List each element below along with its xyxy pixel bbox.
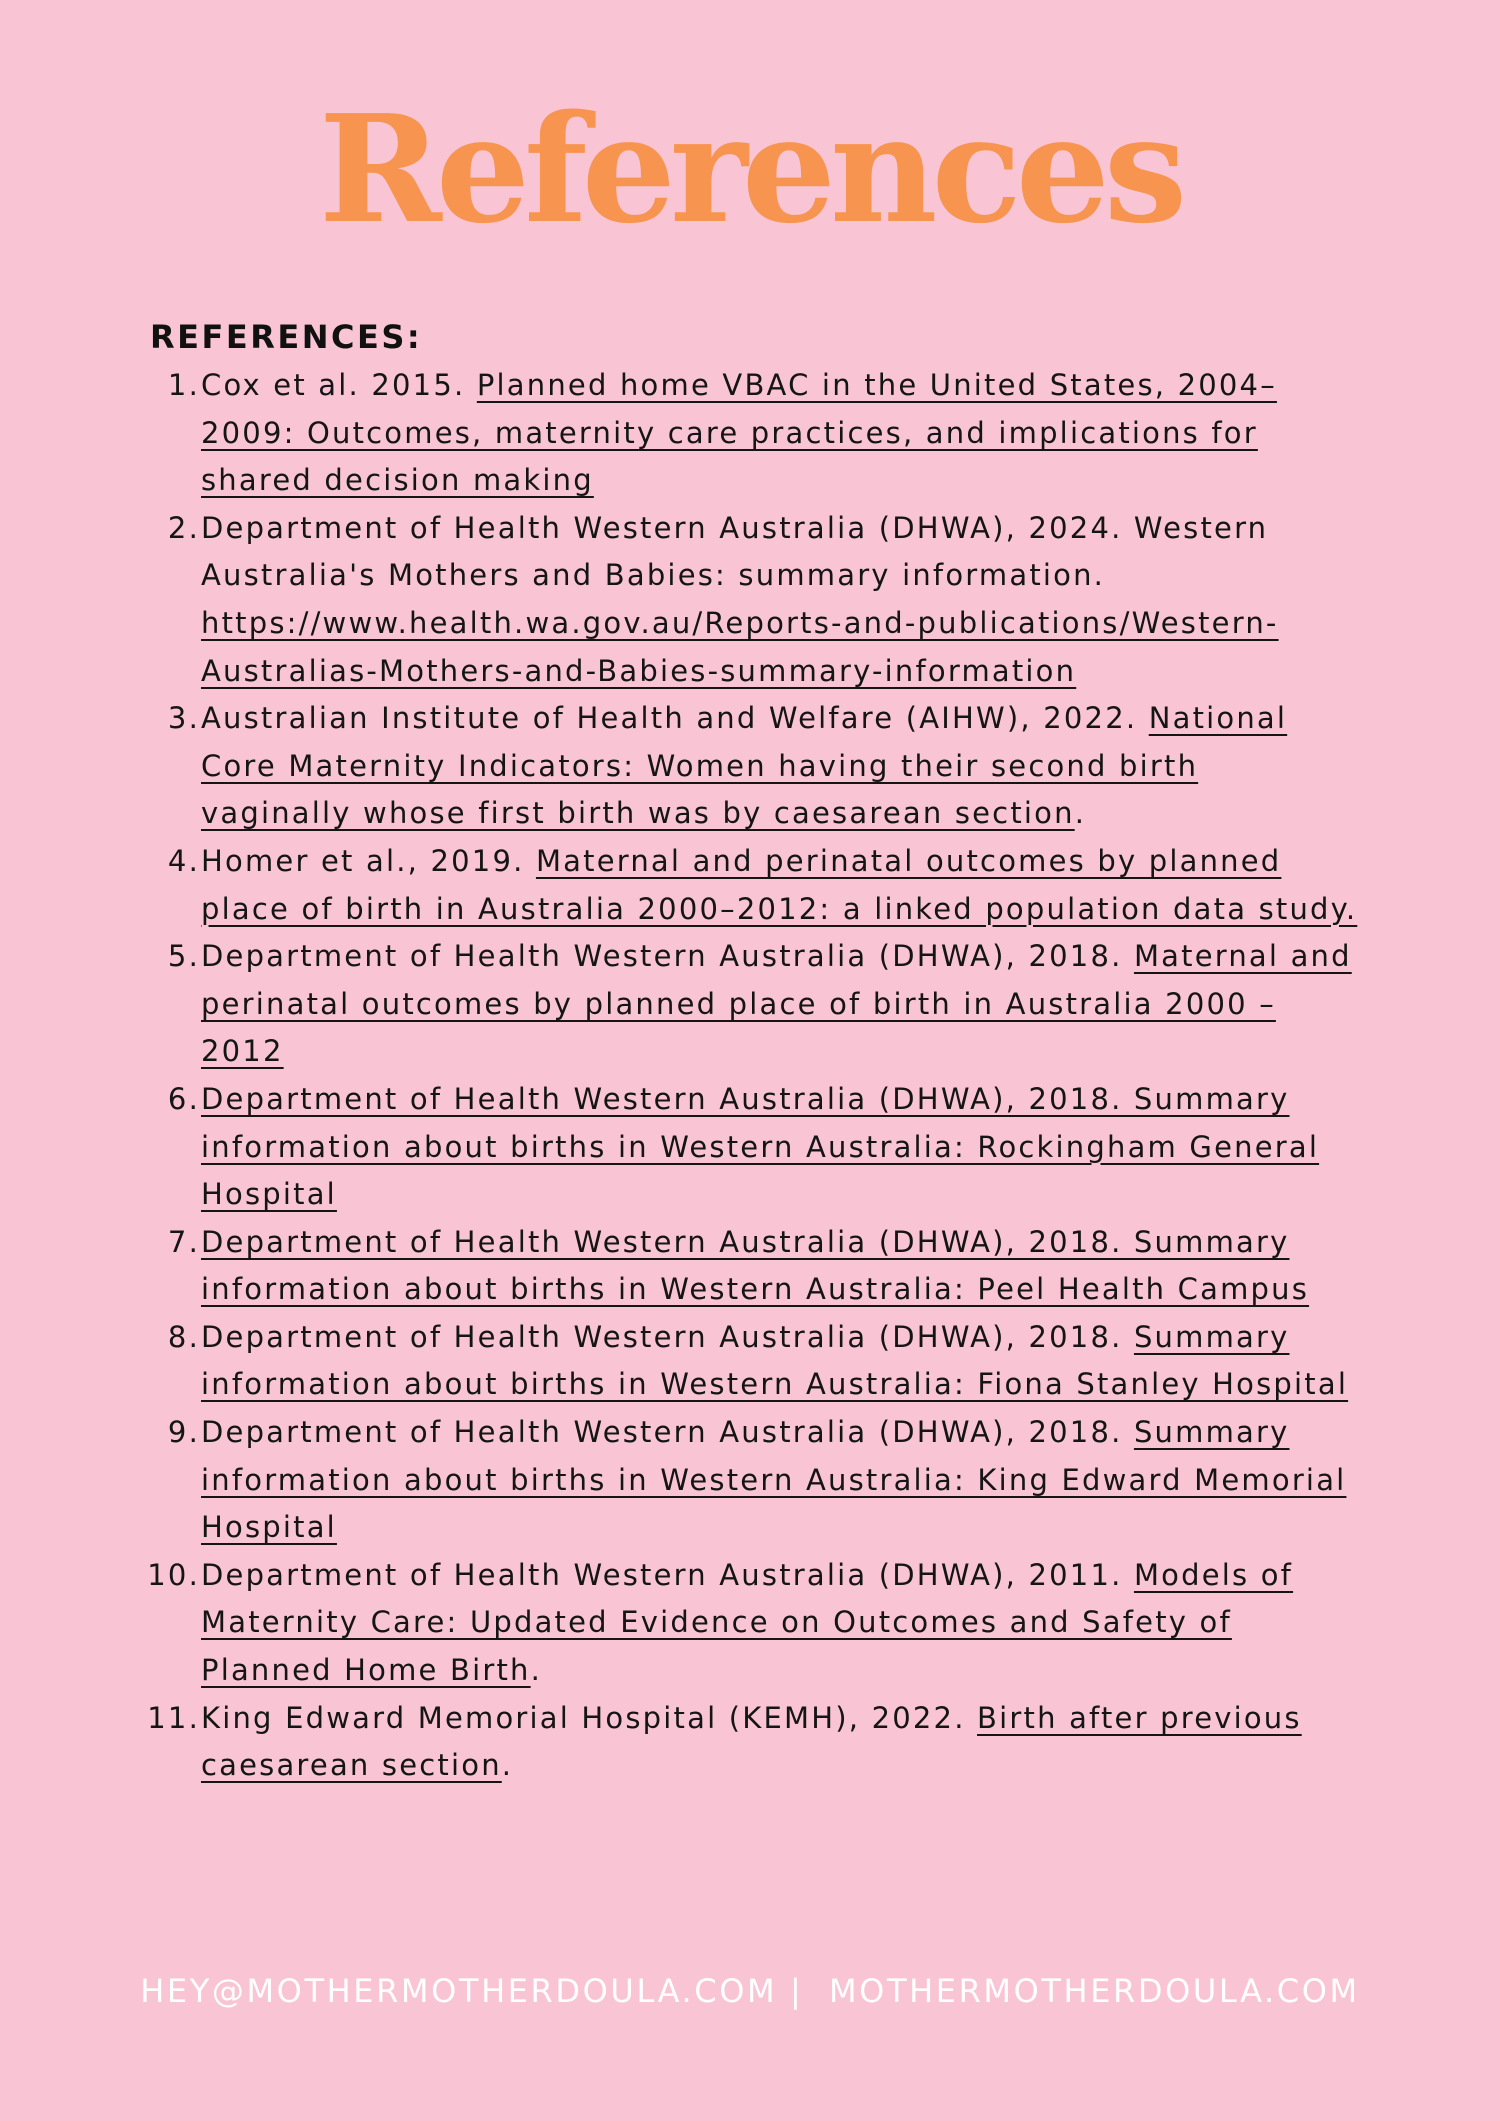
reference-number: 8. — [167, 1319, 200, 1354]
reference-item-3 — [140, 695, 1360, 838]
reference-link[interactable]: https://www.health.wa.gov.au/Reports-and-publications/Western-Australias-Mothers-and-Babies-summary-information — [201, 605, 1279, 688]
reference-number: 4. — [167, 843, 200, 878]
reference-item-9 — [140, 1409, 1360, 1552]
reference-link[interactable]: Models of Maternity Care: Updated Evidence on Outcomes and Safety of Planned Home Birth — [201, 1557, 1294, 1688]
reference-link[interactable]: Summary information about births in Western Australia: Fiona Stanley Hospital — [201, 1319, 1349, 1402]
reference-item-7 — [140, 1219, 1360, 1314]
reference-number: 10. — [147, 1557, 200, 1592]
reference-number: 9. — [167, 1415, 200, 1450]
reference-link[interactable]: Department of Health Western Australia (DHWA), 2018. Summary information about births in Western Australia: Rockingham General Hospital — [201, 1081, 1320, 1212]
reference-text: Department of Health Western Australia (DHWA), 2018. — [201, 1319, 1134, 1354]
reference-suffix: . — [1074, 796, 1087, 831]
reference-text: Homer et al., 2019. — [201, 843, 536, 878]
page-title: References — [318, 82, 1182, 256]
reference-text: Department of Health Western Australia (DHWA), 2024. Western Australia's Mothers and Babies: summary information. — [201, 510, 1269, 593]
reference-link[interactable]: Maternal and perinatal outcomes by planned place of birth in Australia 2000 – 2012 — [201, 939, 1352, 1069]
reference-text: Department of Health Western Australia (DHWA), 2018. — [201, 939, 1134, 974]
reference-link[interactable]: Summary information about births in Western Australia: King Edward Memorial Hospital — [201, 1415, 1347, 1545]
reference-item-4 — [140, 838, 1360, 933]
reference-number: 3. — [167, 701, 200, 736]
reference-item-6 — [140, 1076, 1360, 1219]
reference-item-11 — [140, 1695, 1360, 1790]
reference-text: King Edward Memorial Hospital (KEMH), 2022. — [201, 1700, 978, 1735]
reference-link[interactable]: Department of Health Western Australia (DHWA), 2018. Summary information about births in Western Australia: Peel Health Campus — [201, 1224, 1310, 1307]
references-heading: REFERENCES: — [150, 318, 423, 356]
reference-item-1 — [140, 362, 1360, 505]
reference-link[interactable]: Maternal and perinatal outcomes by planned place of birth in Australia 2000–2012: a linked population data study. — [201, 843, 1358, 926]
reference-number: 5. — [167, 939, 200, 974]
reference-suffix: . — [501, 1748, 514, 1783]
reference-text: Department of Health Western Australia (DHWA), 2018. — [201, 1415, 1134, 1450]
reference-link[interactable]: Birth after previous caesarean section — [201, 1700, 1302, 1783]
footer-email-link[interactable]: HEY@MOTHERMOTHERDOULA.COM — [140, 1972, 778, 2010]
reference-text: Cox et al. 2015. — [201, 368, 477, 402]
reference-number: 7. — [167, 1224, 200, 1259]
reference-number: 1. — [167, 368, 200, 402]
reference-link[interactable]: Planned home VBAC in the United States, 2004–2009: Outcomes, maternity care practices, and implications for shared decision making — [201, 368, 1277, 498]
reference-item-5 — [140, 933, 1360, 1076]
reference-list — [140, 362, 1360, 1790]
reference-item-2 — [140, 505, 1360, 695]
footer-website-link[interactable]: MOTHERMOTHERDOULA.COM — [828, 1972, 1360, 2010]
reference-number: 11. — [147, 1700, 200, 1735]
reference-number: 2. — [167, 510, 200, 545]
footer — [0, 1972, 1500, 2010]
reference-text: Australian Institute of Health and Welfare (AIHW), 2022. — [201, 701, 1149, 736]
footer-separator: | — [777, 1972, 829, 2010]
reference-suffix: . — [530, 1653, 543, 1688]
reference-number: 6. — [167, 1081, 200, 1116]
reference-text: Department of Health Western Australia (DHWA), 2011. — [201, 1557, 1134, 1592]
reference-link[interactable]: National Core Maternity Indicators: Women having their second birth vaginally whose first birth was by caesarean section — [201, 701, 1288, 831]
reference-item-8 — [140, 1314, 1360, 1409]
reference-item-10 — [140, 1552, 1360, 1695]
